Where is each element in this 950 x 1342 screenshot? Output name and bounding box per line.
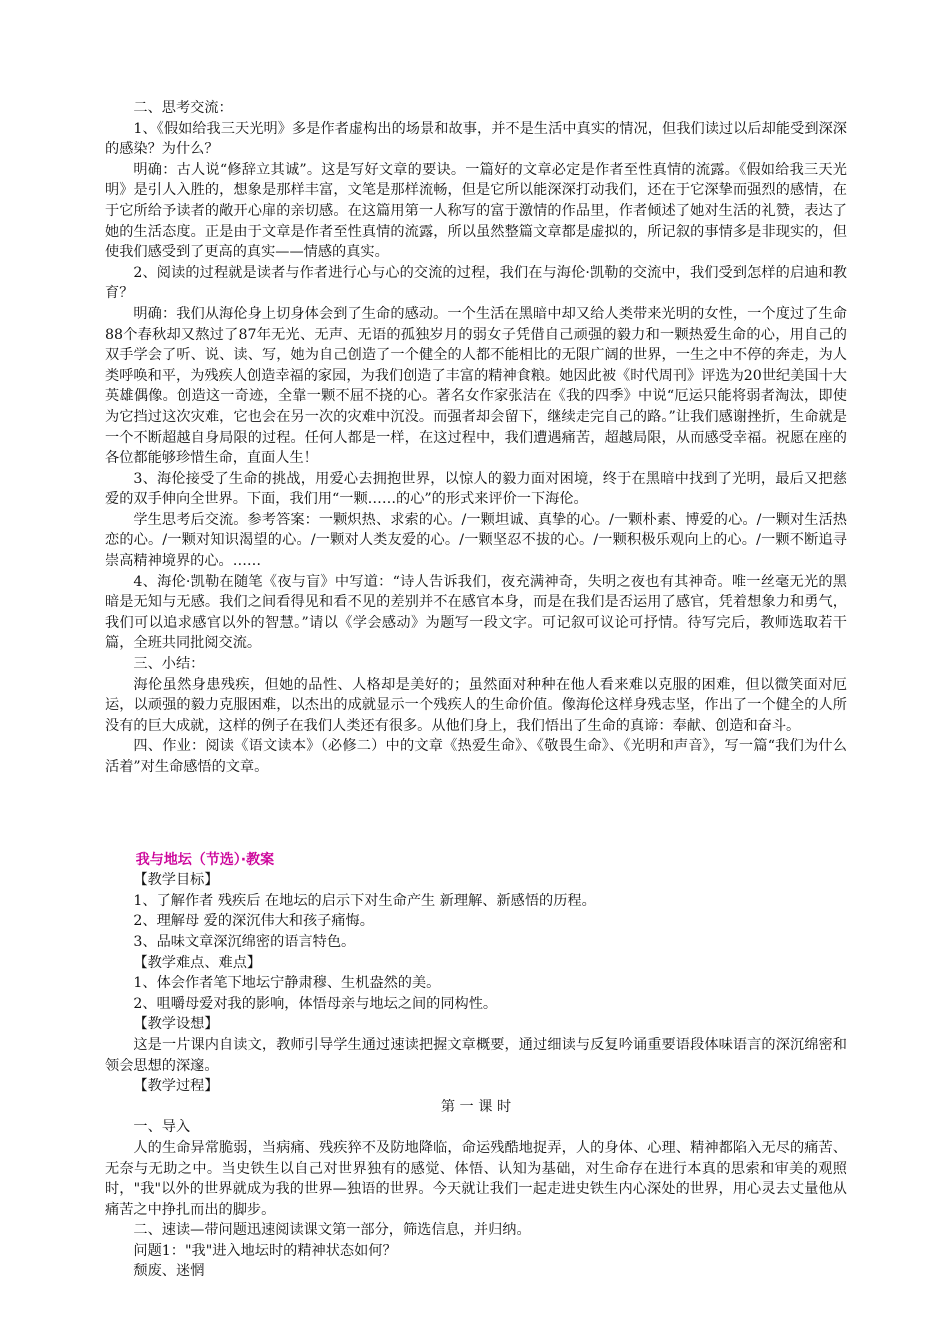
paragraph: 【教学过程】 [133,1078,219,1095]
paragraph: 颓废、迷惘 [133,1263,205,1280]
paragraph: 4、海伦·凯勒在随笔《夜与盲》中写道：“诗人告诉我们，夜充满神奇，失明之夜也有其神奇。唯一丝毫无光的黑暗是无知与无感。我们之间看得见和看不见的差别并不在感官本身，而是在我们是否运用了感官，凭着想象力和勇气，我们可以追求感官以外的智慧。”请以《学会感动》为题写一段文字。可记叙可议论可抒情。待写完后，教师选取若干篇，全班共同批阅交流。 [105,573,847,652]
paragraph: 2、阅读的过程就是读者与作者进行心与心的交流的过程，我们在与海伦·凯勒的交流中，我们受到怎样的启迪和教育？ [105,264,847,302]
lesson-title: 我与地坛（节选）·教案 [135,851,275,868]
paragraph: 人的生命异常脆弱，当病痛、残疾猝不及防地降临，命运残酷地捉弄，人的身体、心理、精神都陷入无尽的痛苦、无奈与无助之中。当史铁生以自己对世界独有的感觉、体悟、认知为基础，对生命存在进行本真的思索和审美的观照时，"我"以外的世界就成为我的世界—独语的世界。今天就让我们一起走进史铁生内心深处的世界，用心灵去丈量他从痛苦之中挣扎而出的脚步。 [105,1139,847,1218]
paragraph: 四、作业：阅读《语文读本》（必修二）中的文章《热爱生命》、《敬畏生命》、《光明和声音》，写一篇“我们为什么活着”对生命感悟的文章。 [105,738,847,775]
lesson-plan-part-1 [105,98,847,778]
lesson-plan-part-2 [105,870,847,1282]
paragraph: 二、思考交流： [133,100,233,116]
paragraph: 【教学目标】 [133,872,219,889]
paragraph: 3、品味文章深沉绵密的语言特色。 [133,933,356,950]
paragraph: 2、咀嚼母爱对我的影响，体悟母亲与地坛之间的同构性。 [133,995,498,1012]
paragraph: 问题1："我"进入地坛时的精神状态如何？ [133,1242,397,1259]
paragraph: 1、《假如给我三天光明》多是作者虚构出的场景和故事，并不是生活中真实的情况，但我们读过以后却能受到深深的感染？为什么？ [105,120,847,158]
paragraph: 【教学设想】 [133,1016,219,1033]
paragraph: 这是一片课内自读文，教师引导学生通过速读把握文章概要，通过细读与反复吟诵重要语段体味语言的深沉绵密和领会思想的深邃。 [105,1036,847,1074]
paragraph: 1、了解作者 残疾后 在地坛的启示下对生命产生 新理解、新感悟的历程。 [133,892,596,909]
paragraph: 海伦虽然身患残疾，但她的品性、人格却是美好的；虽然面对种种在他人看来难以克服的困难，但以微笑面对厄运，以顽强的毅力克服困难，以杰出的成就显示一个残疾人的生命价值。像海伦这样身残志坚，作出了一个健全的人所没有的巨大成就，这样的例子在我们人类还有很多。从他们身上，我们悟出了生命的真谛：奉献、创造和奋斗。 [105,676,847,734]
paragraph: 明确：我们从海伦身上切身体会到了生命的感动。一个生活在黑暗中却又给人类带来光明的女性，一个度过了生命88个春秋却又熬过了87年无光、无声、无语的孤独岁月的弱女子凭借自己顽强的毅力和一颗热爱生命的心，用自己的双手学会了听、说、读、写，她为自己创造了一个健全的人都不能相比的无限广阔的世界，一生之中不停的奔走，为人类呼唤和平，为残疾人创造幸福的家园，为我们创造了丰富的精神食粮。她因此被《时代周刊》评选为20世纪美国十大英雄偶像。创造这一奇迹，全靠一颗不屈不挠的心。著名女作家张洁在《我的四季》中说“厄运只能将弱者淘汰，即使为它挡过这次灾难，它也会在另一次的灾难中沉没。而强者却会留下，继续走完自己的路。”让我们感谢挫折，生命就是一个不断超越自身局限的过程。任何人都是一样，在这过程中，我们遭遇痛苦，超越局限，从而感受幸福。祝愿在座的各位都能够珍惜生命，直面人生！ [105,305,847,467]
paragraph: 【教学难点、难点】 [133,954,262,971]
document-page [105,98,847,1282]
paragraph: 明确：古人说“修辞立其诚”。这是写好文章的要诀。一篇好的文章必定是作者至性真情的流露。《假如给我三天光明》是引人入胜的，想象是那样丰富，文笔是那样流畅，但是它所以能深深打动我们，还在于它深挚而强烈的感情，在于它所给予读者的敞开心扉的亲切感。在这篇用第一人称写的富于激情的作品里，作者倾述了她对生活的礼赞，表达了她的生活态度。正是由于文章是作者至性真情的流露，所以虽然整篇文章都是虚拟的，所记叙的事情多是非现实的，但使我们感受到了更高的真实——情感的真实。 [105,161,847,261]
paragraph: 三、小结： [133,656,205,673]
paragraph: 1、体会作者笔下地坛宁静肃穆、生机盎然的美。 [133,975,441,992]
paragraph: 一、导入 [133,1119,191,1136]
paragraph: 3、海伦接受了生命的挑战，用爱心去拥抱世界，以惊人的毅力面对困境，终于在黑暗中找到了光明，最后又把慈爱的双手伸向全世界。下面，我们用“一颗……的心”的形式来评价一下海伦。 [105,470,847,508]
session-heading: 第 一 课 时 [440,1098,512,1115]
paragraph: 二、速读—带问题迅速阅读课文第一部分，筛选信息，并归纳。 [133,1222,531,1239]
paragraph: 2、理解母 爱的深沉伟大和孩子痛悔。 [133,913,374,930]
paragraph: 学生思考后交流。参考答案：一颗炽热、求索的心。/一颗坦诚、真挚的心。/一颗朴素、博爱的心。/一颗对生活热恋的心。/一颗对知识渴望的心。/一颗对人类友爱的心。/一颗坚忍不拔的心。/一颗积极乐观向上的心。/一颗不断追寻崇高精神境界的心。…… [105,511,847,570]
section-gap [105,778,847,850]
